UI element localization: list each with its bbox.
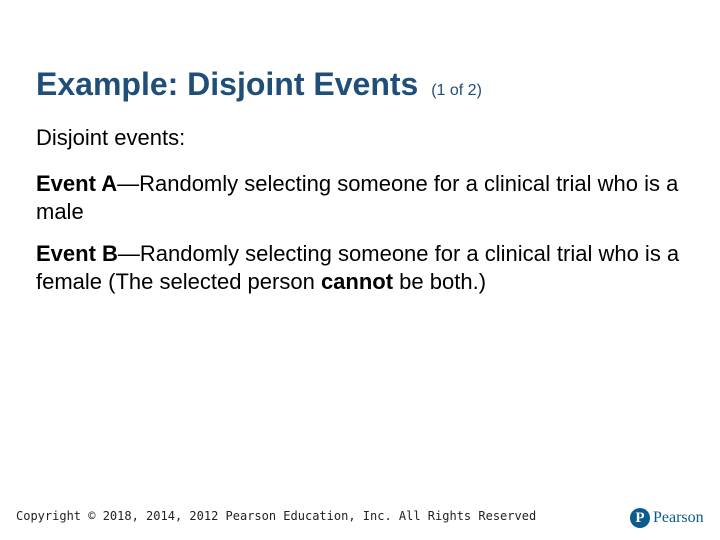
event-b-label: Event B (36, 241, 118, 266)
event-b-paragraph (36, 240, 706, 296)
pearson-logo-icon: P (630, 508, 650, 528)
event-b-text-before: —Randomly selecting someone for a clinical trial who is a female (The selected person (36, 241, 680, 294)
event-a-text: —Randomly selecting someone for a clinical trial who is a male (36, 171, 679, 224)
slide-title-text: Example: Disjoint Events (36, 66, 419, 102)
slide-title (36, 64, 696, 111)
pearson-logo-text: Pearson (653, 509, 704, 526)
event-a-paragraph (36, 170, 706, 226)
pearson-logo (630, 506, 704, 530)
copyright-notice: Copyright © 2018, 2014, 2012 Pearson Education, Inc. All Rights Reserved (16, 509, 537, 523)
event-b-text-after: be both.) (393, 269, 487, 294)
event-a-label: Event A (36, 171, 118, 196)
event-b-bold-word: cannot (320, 269, 394, 294)
intro-text: Disjoint events: (36, 125, 186, 150)
slide-page-indicator: (1 of 2) (431, 82, 482, 99)
slide-content (36, 124, 706, 310)
